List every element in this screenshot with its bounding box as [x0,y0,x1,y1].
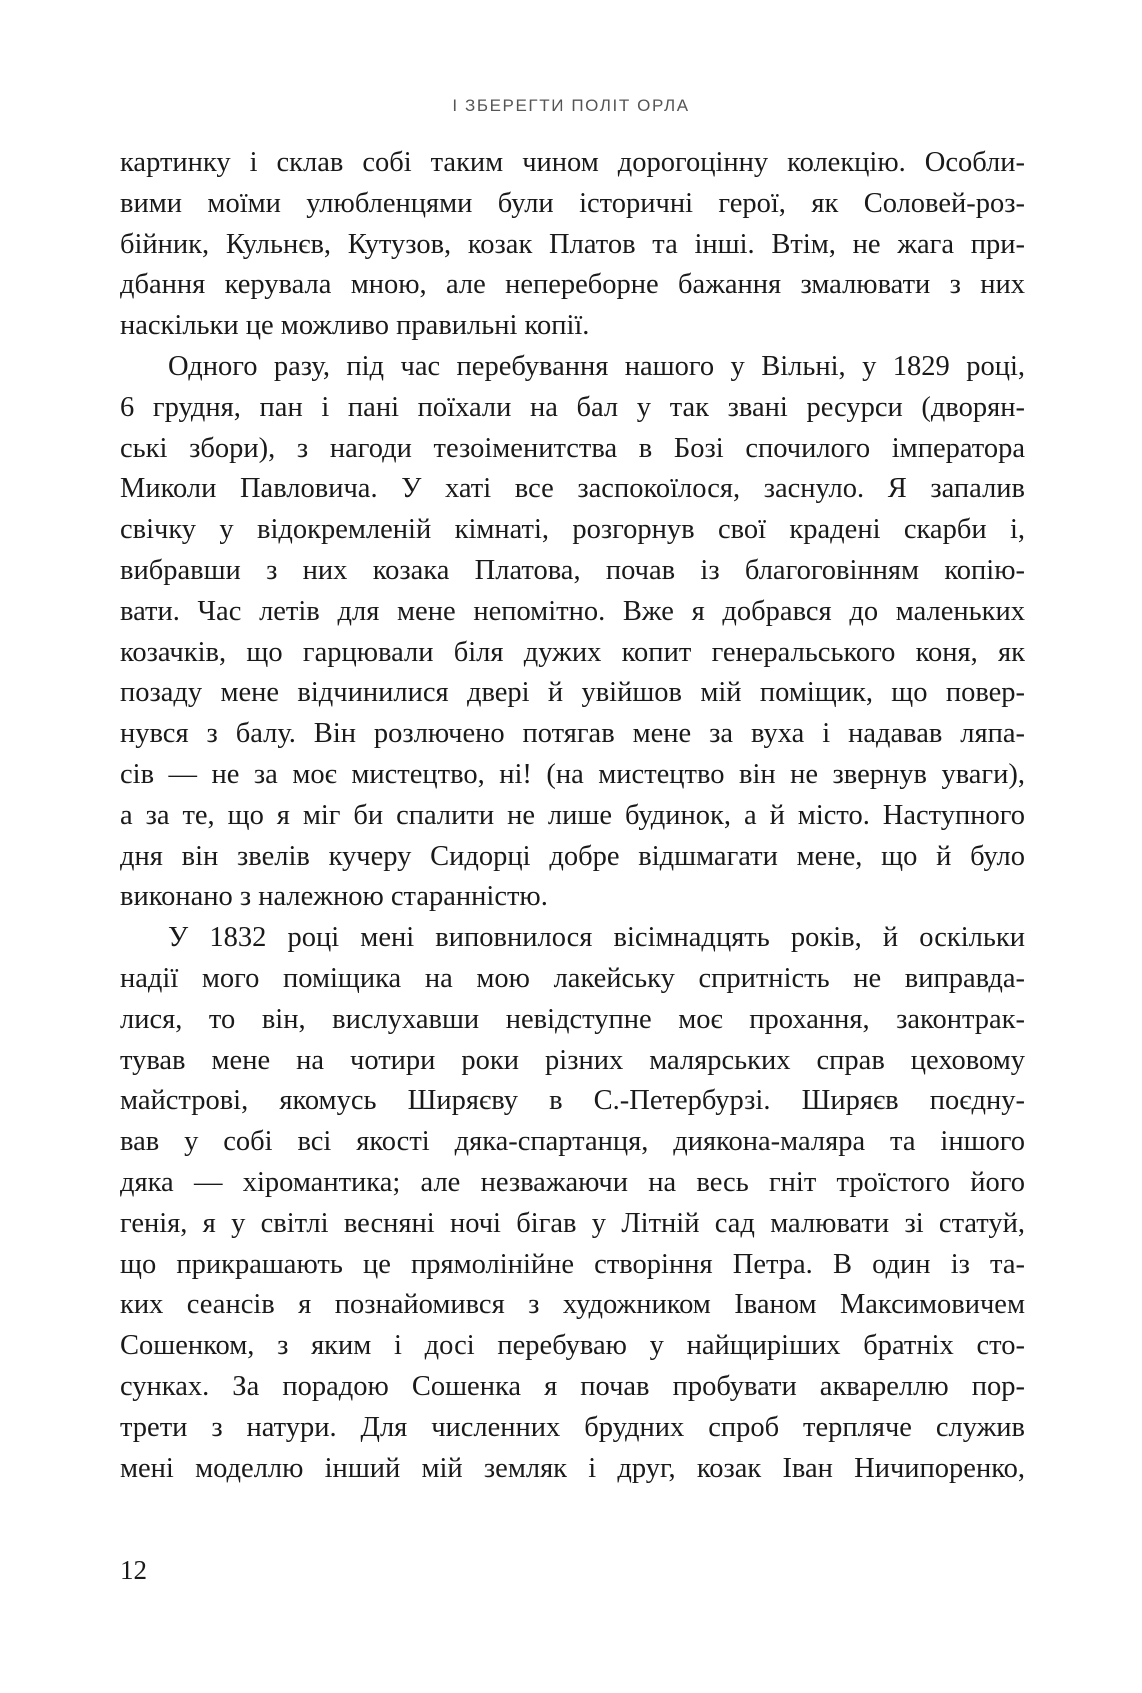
text-line: козачків, що гарцювали біля дужих копит генеральського коня, як [120,636,1025,668]
text-line: вими моїми улюбленцями були історичні герої, як Соловей-роз- [120,187,1025,219]
text-line: ські збори), з нагоди тезоіменитства в Бозі спочилого імператора [120,432,1025,464]
text-line: а за те, що я міг би спалити не лише будинок, а й місто. Наступного [120,799,1025,831]
text-line: сунках. За порадою Сошенка я почав пробувати аквареллю пор- [120,1370,1025,1402]
page-number: 12 [120,1555,147,1585]
text-line: надії мого поміщика на мою лакейську спритність не виправда- [120,962,1025,994]
text-line: дня він звелів кучеру Сидорці добре відшмагати мене, що й було [120,840,1025,872]
text-line: дбання керувала мною, але непереборне бажання змалювати з них [120,269,1025,301]
paragraph-first-line: Одного разу, під час перебування нашого у Вільні, у 1829 році, [168,350,1025,382]
text-line: бійник, Кульнєв, Кутузов, козак Платов та інші. Втім, не жага при- [120,228,1025,260]
text-line: картинку і склав собі таким чином дорогоцінну колекцію. Особли- [120,147,1025,178]
text-line: 6 грудня, пан і пані поїхали на бал у так звані ресурси (дворян- [120,391,1025,423]
body-text [120,143,1025,1489]
text-line: майстрові, якомусь Ширяєву в С.-Петербурзі. Ширяєв поєдну- [120,1085,1025,1117]
text-line: вати. Час летів для мене непомітно. Вже я добрався до маленьких [120,595,1025,627]
text-line: нувся з балу. Він розлючено потягав мене за вуха і надавав ляпа- [120,718,1025,750]
text-line: Сошенком, з яким і досі перебуваю у найщиріших братніх сто- [120,1330,1025,1362]
text-line: мені моделлю інший мій земляк і друг, козак Іван Ничипоренко, [120,1452,1025,1484]
text-line: трети з натури. Для численних брудних спроб терпляче служив [120,1411,1025,1443]
text-line: Миколи Павловича. У хаті все заспокоїлося, заснуло. Я запалив [120,473,1025,505]
text-line: свічку у відокремленій кімнаті, розгорнув свої крадені скарби і, [120,514,1025,546]
text-line: ких сеансів я познайомився з художником Іваном Максимовичем [120,1289,1025,1321]
text-line: дяка — хіромантика; але незважаючи на весь гніт троїстого його [120,1166,1025,1198]
text-line: вав у собі всі якості дяка-спартанця, диякона-маляра та іншого [120,1126,1025,1158]
text-line: позаду мене відчинилися двері й увійшов мій поміщик, що повер- [120,677,1025,709]
text-line: сів — не за моє мистецтво, ні! (на мистецтво він не звернув уваги), [120,758,1025,790]
running-head: І ЗБЕРЕГТИ ПОЛІТ ОРЛА [452,96,690,115]
text-line: лися, то він, вислухавши невідступне моє прохання, законтрак- [120,1003,1025,1035]
text-line: тував мене на чотири роки різних малярських справ цеховому [120,1044,1025,1076]
text-line: генія, я у світлі весняні ночі бігав у Літній сад малювати зі статуй, [120,1207,1025,1239]
paragraph-end-line: наскільки це можливо правильні копії. [120,310,590,342]
paragraph-end-line: виконано з належною старанністю. [120,881,548,913]
paragraph-first-line: У 1832 році мені виповнилося вісімнадцять років, й оскільки [168,922,1025,954]
text-line: що прикрашають це прямолінійне створіння Петра. В один із та- [120,1248,1025,1280]
text-line: вибравши з них козака Платова, почав із благоговінням копію- [120,554,1025,586]
